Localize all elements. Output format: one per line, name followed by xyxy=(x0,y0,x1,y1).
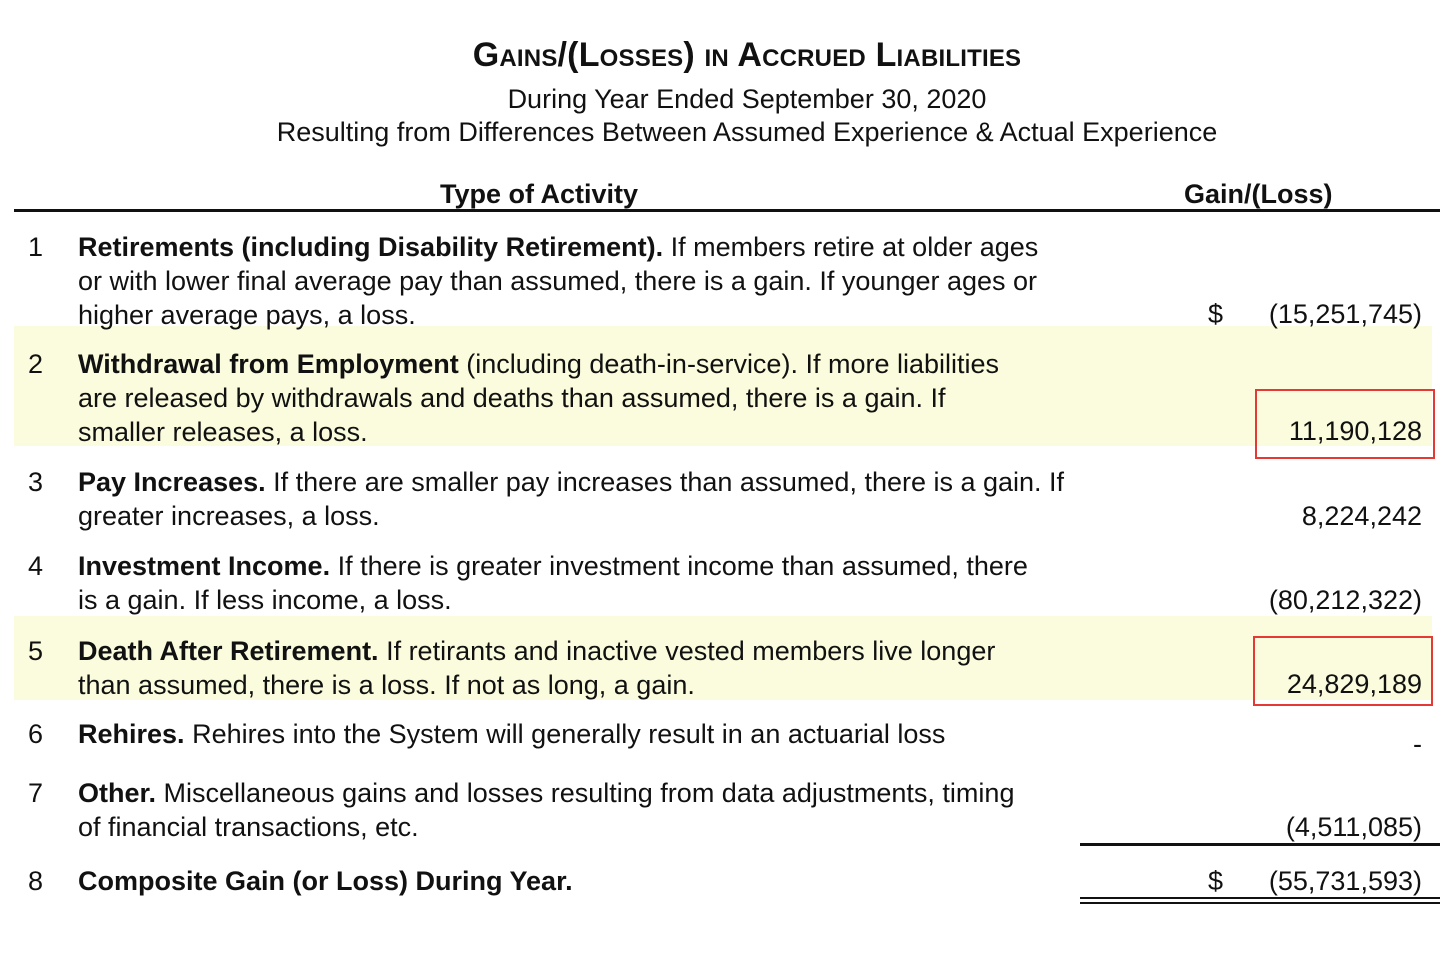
currency-symbol: $ xyxy=(1208,299,1224,329)
row-number: 2 xyxy=(28,349,44,379)
row-amount: (15,251,745) xyxy=(1268,299,1422,329)
row-title: Investment Income. xyxy=(78,551,331,581)
row-description xyxy=(78,864,1078,898)
annotation-highlight-box xyxy=(1255,389,1435,459)
row-number: 1 xyxy=(28,232,44,262)
row-description xyxy=(78,465,1068,533)
row-description xyxy=(78,634,1008,702)
row-title: Other. xyxy=(78,778,157,808)
total-double-rule-top xyxy=(1080,897,1440,899)
row-description xyxy=(78,776,1028,844)
row-amount: 8,224,242 xyxy=(1301,501,1422,531)
row-title: Death After Retirement. xyxy=(78,636,379,666)
row-explanation: If retirants and inactive vested members live longer than assumed, there is a loss. If not as long, a gain. xyxy=(78,636,996,700)
page-title: Gains/(Losses) in Accrued Liabilities xyxy=(472,36,1022,74)
column-header-activity: Type of Activity xyxy=(440,179,639,209)
row-number: 5 xyxy=(28,636,44,666)
row-description xyxy=(78,717,1078,751)
row-title: Retirements (including Disability Retirement). xyxy=(78,232,664,262)
row-title: Composite Gain (or Loss) During Year. xyxy=(78,866,573,896)
row-number: 8 xyxy=(28,866,44,896)
row-number: 3 xyxy=(28,467,44,497)
row-explanation: If members retire at older ages or with lower final average pay than assumed, there is a gain. If younger ages or higher average pays, a loss. xyxy=(78,232,1039,330)
annotation-highlight-box xyxy=(1253,636,1433,706)
row-amount: 11,190,128 xyxy=(1288,416,1422,446)
row-amount: 24,829,189 xyxy=(1286,669,1422,699)
row-amount: (55,731,593) xyxy=(1268,866,1422,896)
subtotal-rule xyxy=(1080,843,1440,846)
row-explanation: If there are smaller pay increases than assumed, there is a gain. If greater increases, a loss. xyxy=(78,467,1065,531)
row-number: 6 xyxy=(28,719,44,749)
row-description xyxy=(78,230,1058,332)
row-explanation: Rehires into the System will generally result in an actuarial loss xyxy=(184,719,946,749)
header-divider xyxy=(14,209,1440,212)
row-amount: - xyxy=(1413,729,1422,759)
column-header-gain-loss: Gain/(Loss) xyxy=(1184,179,1333,209)
row-explanation: If there is greater investment income than assumed, there is a gain. If less income, a loss. xyxy=(78,551,1028,615)
row-title: Pay Increases. xyxy=(78,467,266,497)
row-explanation: Miscellaneous gains and losses resulting from data adjustments, timing of financial transactions, etc. xyxy=(78,778,1015,842)
row-amount: (80,212,322) xyxy=(1268,585,1422,615)
row-description xyxy=(78,549,1048,617)
row-number: 7 xyxy=(28,778,44,808)
page-subtitle-period: During Year Ended September 30, 2020 xyxy=(507,84,987,114)
page-subtitle-description: Resulting from Differences Between Assumed Experience & Actual Experience xyxy=(276,117,1218,147)
row-title: Rehires. xyxy=(78,719,185,749)
row-description xyxy=(78,347,1038,449)
total-double-rule-bottom xyxy=(1080,902,1440,904)
row-amount: (4,511,085) xyxy=(1285,812,1422,842)
row-explanation: (including death-in-service). If more liabilities are released by withdrawals and deaths than assumed, there is a gain. If smaller releases, a loss. xyxy=(78,349,1000,447)
currency-symbol: $ xyxy=(1208,866,1224,896)
row-number: 4 xyxy=(28,551,44,581)
row-title: Withdrawal from Employment xyxy=(78,349,459,379)
